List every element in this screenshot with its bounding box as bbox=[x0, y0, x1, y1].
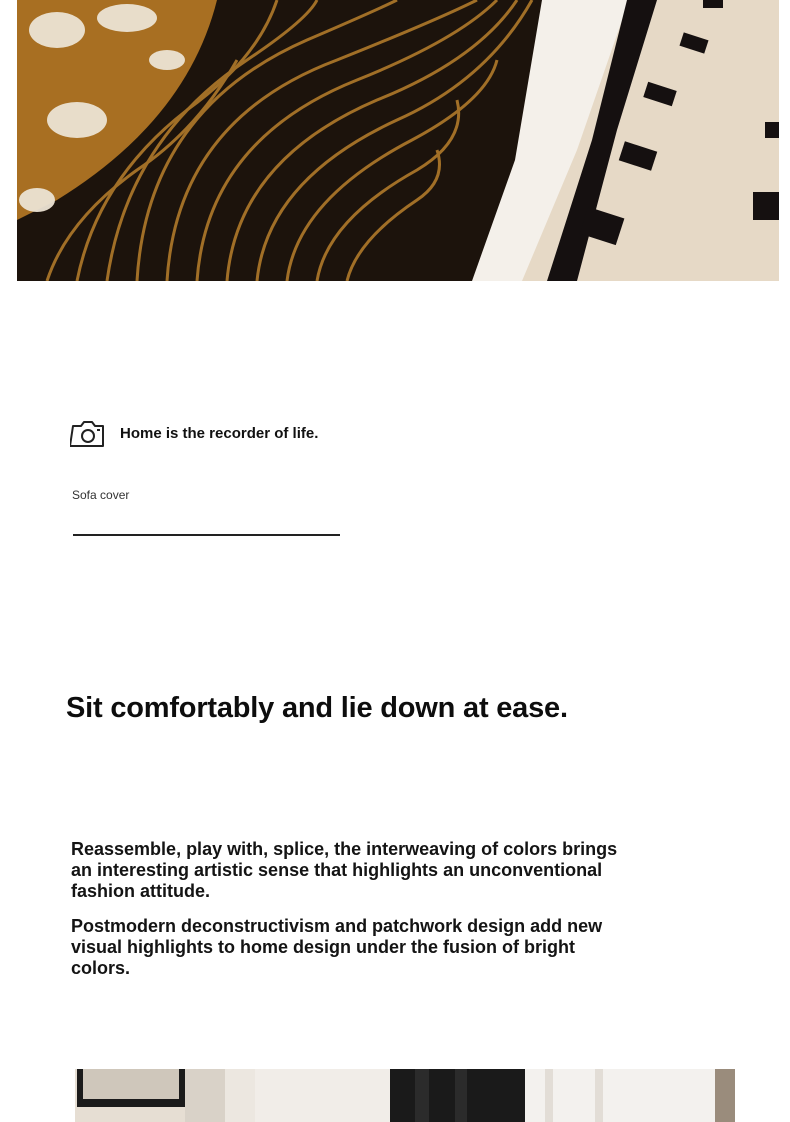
top-product-photo bbox=[17, 0, 779, 281]
camera-icon bbox=[70, 419, 106, 449]
fabric-pattern-illustration bbox=[17, 0, 779, 281]
caption-divider bbox=[73, 534, 340, 536]
caption-tagline: Home is the recorder of life. bbox=[120, 425, 319, 442]
headline: Sit comfortably and lie down at ease. bbox=[66, 692, 568, 724]
body-paragraph: Reassemble, play with, splice, the interweaving of colors brings an interesting artistic sense that highlights an unconventional fashion attitude. bbox=[71, 839, 618, 901]
bottom-room-photo bbox=[75, 1069, 735, 1122]
body-paragraph: Postmodern deconstructivism and patchwork design add new visual highlights to home design under the fusion of bright colors. bbox=[71, 916, 603, 978]
room-scene-illustration bbox=[75, 1069, 735, 1122]
product-label: Sofa cover bbox=[72, 488, 130, 502]
